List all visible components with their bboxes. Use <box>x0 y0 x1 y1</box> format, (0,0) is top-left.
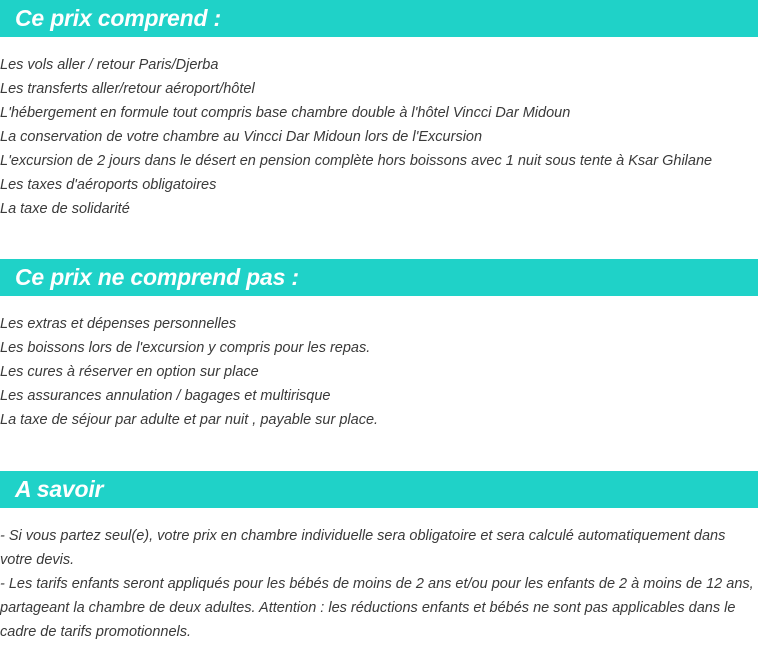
list-item: Les taxes d'aéroports obligatoires <box>0 177 217 193</box>
list-item: La conservation de votre chambre au Vincci Dar Midoun lors de l'Excursion <box>0 129 483 145</box>
list-item: L'excursion de 2 jours dans le désert en pension complète hors boissons avec 1 nuit sous tente à Ksar Ghilane <box>0 153 713 169</box>
section-title-not-included: Ce prix ne comprend pas : <box>15 264 299 290</box>
list-item: Les boissons lors de l'excursion y compris pour les repas. <box>0 340 371 356</box>
list-item: La taxe de solidarité <box>0 201 130 217</box>
info-paragraph: - Les tarifs enfants seront appliqués pour les bébés de moins de 2 ans et/ou pour les enfants de 2 à moins de 12 ans, partageant la chambre de deux adultes. Attention : les réductions enfants et bébés ne sont pas applicables dans le cadre de tarifs promotionnels. <box>0 576 754 640</box>
list-item: Les assurances annulation / bagages et multirisque <box>0 388 331 404</box>
section-header-included <box>0 0 758 37</box>
good-to-know-body <box>0 524 758 644</box>
list-item: Les extras et dépenses personnelles <box>0 316 237 332</box>
section-title-good-to-know: A savoir <box>15 476 104 502</box>
list-item: Les transferts aller/retour aéroport/hôtel <box>0 81 255 97</box>
info-paragraph: - Si vous partez seul(e), votre prix en chambre individuelle sera obligatoire et sera calculé automatiquement dans votre devis. <box>0 528 726 568</box>
not-included-list <box>0 312 758 432</box>
list-item: Les cures à réserver en option sur place <box>0 364 259 380</box>
list-item: L'hébergement en formule tout compris base chambre double à l'hôtel Vincci Dar Midoun <box>0 105 571 121</box>
section-title-included: Ce prix comprend : <box>15 5 221 31</box>
section-header-good-to-know <box>0 471 758 508</box>
included-list <box>0 53 758 221</box>
section-header-not-included <box>0 259 758 296</box>
list-item: La taxe de séjour par adulte et par nuit , payable sur place. <box>0 412 379 428</box>
list-item: Les vols aller / retour Paris/Djerba <box>0 57 219 73</box>
